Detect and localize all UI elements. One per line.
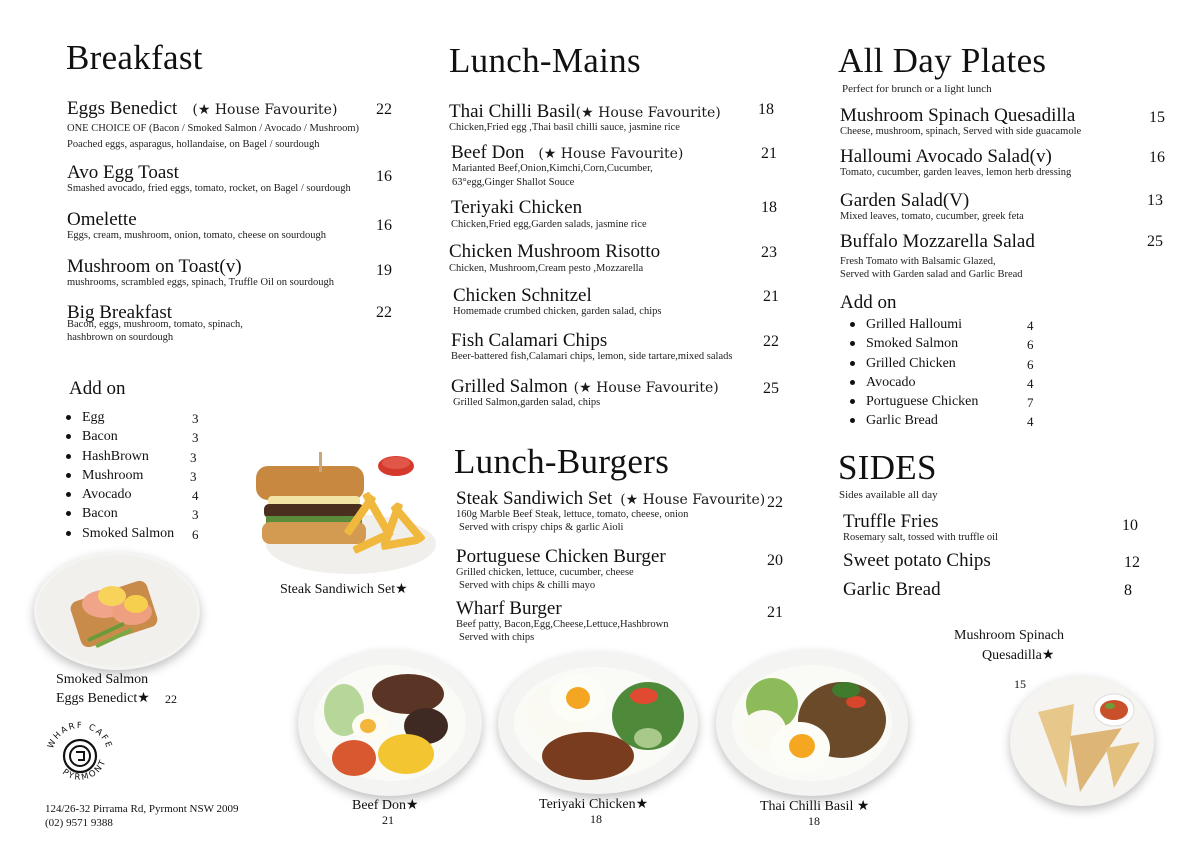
item-price: 21 xyxy=(761,145,777,162)
menu-item-eggs-benedict xyxy=(67,98,337,120)
item-desc: Chicken, Mushroom,Cream pesto ,Mozzarella xyxy=(449,263,644,274)
item-price: 21 xyxy=(763,288,779,305)
item-desc: Marianted Beef,Onion,Kimchi,Corn,Cucumber, xyxy=(452,163,653,174)
item-desc: ONE CHOICE OF (Bacon / Smoked Salmon / Avocado / Mushroom) xyxy=(67,123,360,134)
list-item: Avocado 4 xyxy=(66,487,216,506)
item-name: Big Breakfast xyxy=(67,302,173,323)
item-name: Teriyaki Chicken xyxy=(451,197,583,218)
item-desc: 160g Marble Beef Steak, lettuce, tomato, cheese, onion xyxy=(456,509,689,520)
item-desc: Served with crispy chips & garlic Aioli xyxy=(459,522,624,533)
item-name: Chicken Schnitzel xyxy=(453,285,592,306)
item-price: 16 xyxy=(376,217,392,234)
item-name: Halloumi Avocado Salad(v) xyxy=(840,146,1052,167)
list-item: Bacon 3 xyxy=(66,429,216,448)
breakfast-addon-title: Add on xyxy=(69,378,126,399)
photo-caption: Thai Chilli Basil ★ xyxy=(760,799,870,814)
item-price: 22 xyxy=(763,333,779,350)
logo-text-bottom: PYRMONT xyxy=(60,757,109,783)
photo-price: 18 xyxy=(590,812,602,826)
item-desc: Beef patty, Bacon,Egg,Cheese,Lettuce,Hashbrown xyxy=(456,619,669,630)
wharf-cafe-logo xyxy=(40,712,120,792)
photo-caption: Smoked Salmon xyxy=(56,672,149,687)
item-desc: Eggs, cream, mushroom, onion, tomato, cheese on sourdough xyxy=(67,230,326,241)
item-price: 10 xyxy=(1122,517,1138,534)
all-day-plates-title: All Day Plates xyxy=(838,41,1047,80)
item-name: Mushroom on Toast(v) xyxy=(67,256,242,277)
quesadilla-photo xyxy=(1010,676,1154,806)
photo-caption: Eggs Benedict★ xyxy=(56,691,150,706)
list-item: Smoked Salmon 6 xyxy=(850,336,1050,355)
photo-caption: Mushroom Spinach xyxy=(954,628,1065,643)
item-name: Omelette xyxy=(67,209,137,230)
eggs-benedict-photo xyxy=(34,552,200,670)
list-item: Mushroom 3 xyxy=(66,468,216,487)
item-name: Fish Calamari Chips xyxy=(451,330,608,351)
item-price: 12 xyxy=(1124,554,1140,571)
item-name: Portuguese Chicken Burger xyxy=(456,546,666,567)
item-desc: Rosemary salt, tossed with truffle oil xyxy=(843,532,998,543)
list-item: Smoked Salmon 6 xyxy=(66,526,216,545)
item-name: Avo Egg Toast xyxy=(67,162,179,183)
item-desc: Fresh Tomato with Balsamic Glazed, xyxy=(840,256,996,267)
item-desc: Grilled Salmon,garden salad, chips xyxy=(453,397,601,408)
item-desc: Served with chips & chilli mayo xyxy=(459,580,596,591)
item-desc: Cheese, mushroom, spinach, Served with side guacamole xyxy=(840,126,1082,137)
menu-item-steak-sandwich: Steak Sandiwich Set (★ House Favourite) xyxy=(456,488,766,509)
item-price: 13 xyxy=(1147,192,1163,209)
svg-text:PYRMONT xyxy=(60,757,109,783)
steak-sandwich-photo xyxy=(256,452,438,580)
menu-item-thai-chilli-basil: Thai Chilli Basil(★ House Favourite) xyxy=(449,101,721,122)
all-day-subtitle: Perfect for brunch or a light lunch xyxy=(842,83,992,95)
item-price: 15 xyxy=(1149,109,1165,126)
photo-caption: Steak Sandiwich Set★ xyxy=(280,582,408,597)
item-name: Garden Salad(V) xyxy=(840,190,970,211)
house-favourite-badge: (★ House Favourite) xyxy=(192,102,338,118)
item-name: Sweet potato Chips xyxy=(843,550,991,571)
item-price: 23 xyxy=(761,244,777,261)
photo-price: 15 xyxy=(1014,677,1026,691)
item-name: Chicken Mushroom Risotto xyxy=(449,241,661,262)
all-day-addon-list xyxy=(850,317,1050,433)
lunch-mains-title: Lunch-Mains xyxy=(449,41,641,80)
item-desc: Beer-battered fish,Calamari chips, lemon, side tartare,mixed salads xyxy=(451,351,733,362)
item-desc: Chicken,Fried egg,Garden salads, jasmine rice xyxy=(451,219,647,230)
all-day-addon-title: Add on xyxy=(840,292,897,313)
item-price: 25 xyxy=(1147,233,1163,250)
beef-don-photo xyxy=(298,650,482,796)
item-price: 16 xyxy=(376,168,392,185)
phone: (02) 9571 9388 xyxy=(45,817,113,829)
item-price: 18 xyxy=(761,199,777,216)
item-price: 21 xyxy=(767,604,783,621)
item-name: Garlic Bread xyxy=(843,579,941,600)
list-item: Grilled Halloumi 4 xyxy=(850,317,1050,336)
item-price: 25 xyxy=(763,380,779,397)
list-item: HashBrown 3 xyxy=(66,449,216,468)
photo-caption: Beef Don★ xyxy=(352,798,419,813)
item-name: Wharf Burger xyxy=(456,598,562,619)
item-desc: Served with Garden salad and Garlic Bread xyxy=(840,269,1023,280)
item-price: 22 xyxy=(767,494,783,511)
item-price: 8 xyxy=(1124,582,1132,599)
teriyaki-chicken-photo xyxy=(498,652,698,794)
list-item: Egg 3 xyxy=(66,410,216,429)
item-price: 22 xyxy=(376,304,392,321)
list-item: Grilled Chicken 6 xyxy=(850,356,1050,375)
item-name: Mushroom Spinach Quesadilla xyxy=(840,105,1076,126)
address: 124/26-32 Pirrama Rd, Pyrmont NSW 2009 xyxy=(45,803,239,815)
sides-subtitle: Sides available all day xyxy=(839,489,938,501)
item-desc: 63°egg,Ginger Shallot Souce xyxy=(452,177,575,188)
photo-caption: Quesadilla★ xyxy=(982,648,1055,663)
sides-title: SIDES xyxy=(838,448,937,487)
breakfast-title: Breakfast xyxy=(66,38,203,77)
item-price: 18 xyxy=(758,101,774,118)
list-item: Garlic Bread 4 xyxy=(850,413,1050,432)
thai-chilli-basil-photo xyxy=(716,650,908,796)
menu-item-grilled-salmon: Grilled Salmon (★ House Favourite) xyxy=(451,376,719,397)
logo-text-top: WHARF CAFE xyxy=(46,720,114,751)
item-desc: Homemade crumbed chicken, garden salad, chips xyxy=(453,306,662,317)
item-desc: Served with chips xyxy=(459,632,535,643)
photo-price: 18 xyxy=(808,814,820,828)
item-price: 20 xyxy=(767,552,783,569)
list-item: Avocado 4 xyxy=(850,375,1050,394)
item-price: 16 xyxy=(1149,149,1165,166)
photo-price: 21 xyxy=(382,813,394,827)
item-desc: Chicken,Fried egg ,Thai basil chilli sauce, jasmine rice xyxy=(449,122,680,133)
lunch-burgers-title: Lunch-Burgers xyxy=(454,442,670,481)
item-price: 22 xyxy=(376,101,392,118)
photo-price: 22 xyxy=(165,692,177,706)
item-desc: mushrooms, scrambled eggs, spinach, Truffle Oil on sourdough xyxy=(67,277,334,288)
item-desc: Bacon, eggs, mushroom, tomato, spinach, xyxy=(67,319,243,330)
item-desc: Grilled chicken, lettuce, cucumber, cheese xyxy=(456,567,634,578)
breakfast-addon-list xyxy=(66,410,216,545)
item-desc: Tomato, cucumber, garden leaves, lemon herb dressing xyxy=(840,167,1072,178)
item-name: Eggs Benedict xyxy=(67,98,178,119)
item-desc: Mixed leaves, tomato, cucumber, greek feta xyxy=(840,211,1024,222)
photo-caption: Teriyaki Chicken★ xyxy=(539,797,649,812)
list-item: Bacon 3 xyxy=(66,506,216,525)
item-desc: hashbrown on sourdough xyxy=(67,332,174,343)
list-item: Portuguese Chicken 7 xyxy=(850,394,1050,413)
item-name: Buffalo Mozzarella Salad xyxy=(840,231,1035,252)
menu-item-beef-don: Beef Don (★ House Favourite) xyxy=(451,142,684,163)
item-desc: Smashed avocado, fried eggs, tomato, rocket, on Bagel / sourdough xyxy=(67,183,351,194)
item-name: Truffle Fries xyxy=(843,511,939,532)
item-price: 19 xyxy=(376,262,392,279)
item-desc: Poached eggs, asparagus, hollandaise, on Bagel / sourdough xyxy=(67,139,320,150)
